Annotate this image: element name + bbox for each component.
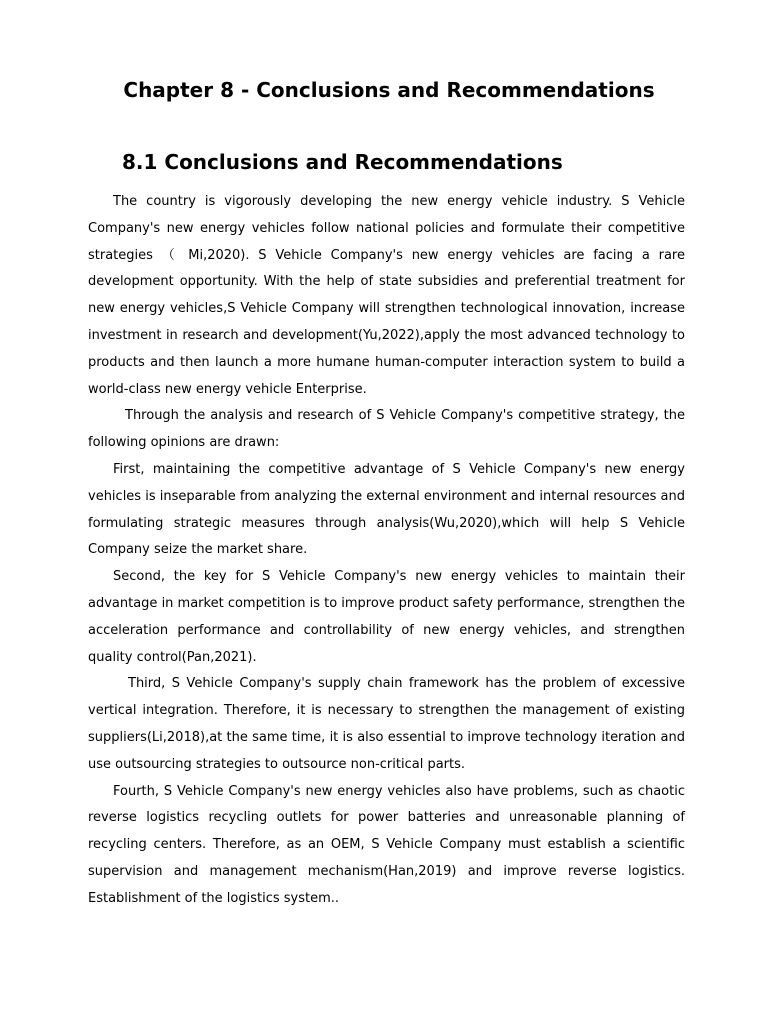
chapter-title: Chapter 8 - Conclusions and Recommendations bbox=[123, 78, 655, 102]
paragraph-opinions-lead: Through the analysis and research of S Vehicle Company's competitive strategy, the following opinions are drawn: bbox=[88, 408, 685, 451]
paragraph-second: Second, the key for S Vehicle Company's new energy vehicles to maintain their advantage in market competition is to improve product safety performance, strengthen the acceleration performance and controllability of new energy vehicles, and strengthen quality control(Pan,2021). bbox=[88, 569, 685, 665]
paragraph-third: Third, S Vehicle Company's supply chain framework has the problem of excessive vertical integration. Therefore, it is necessary to strengthen the management of existing suppliers(Li,2018),at the same time, it is also essential to improve technology iteration and use outsourcing strategies to outsource non-critical parts. bbox=[88, 676, 685, 772]
section-title: 8.1 Conclusions and Recommendations bbox=[122, 150, 563, 174]
paragraph-fourth: Fourth, S Vehicle Company's new energy vehicles also have problems, such as chaotic reverse logistics recycling outlets for power batteries and unreasonable planning of recycling centers. Therefore, as an OEM, S Vehicle Company must establish a scientific supervision and management mechanism(Han,2019) and improve reverse logistics. Establishment of the logistics system.. bbox=[88, 783, 685, 906]
body-text bbox=[88, 189, 685, 913]
paragraph-intro: The country is vigorously developing the new energy vehicle industry. S Vehicle Company's new energy vehicles follow national policies and formulate their competitive strategies （ Mi,2020). S Vehicle Company's new energy vehicles are facing a rare development opportunity. With the help of state subsidies and preferential treatment for new energy vehicles,S Vehicle Company will strengthen technological innovation, increase investment in research and development(Yu,2022),apply the most advanced technology to products and then launch a more humane human-computer interaction system to build a world-class new energy vehicle Enterprise. bbox=[88, 194, 685, 397]
paragraph-first: First, maintaining the competitive advantage of S Vehicle Company's new energy vehicles is inseparable from analyzing the external environment and internal resources and formulating strategic measures through analysis(Wu,2020),which will help S Vehicle Company seize the market share. bbox=[88, 461, 685, 558]
